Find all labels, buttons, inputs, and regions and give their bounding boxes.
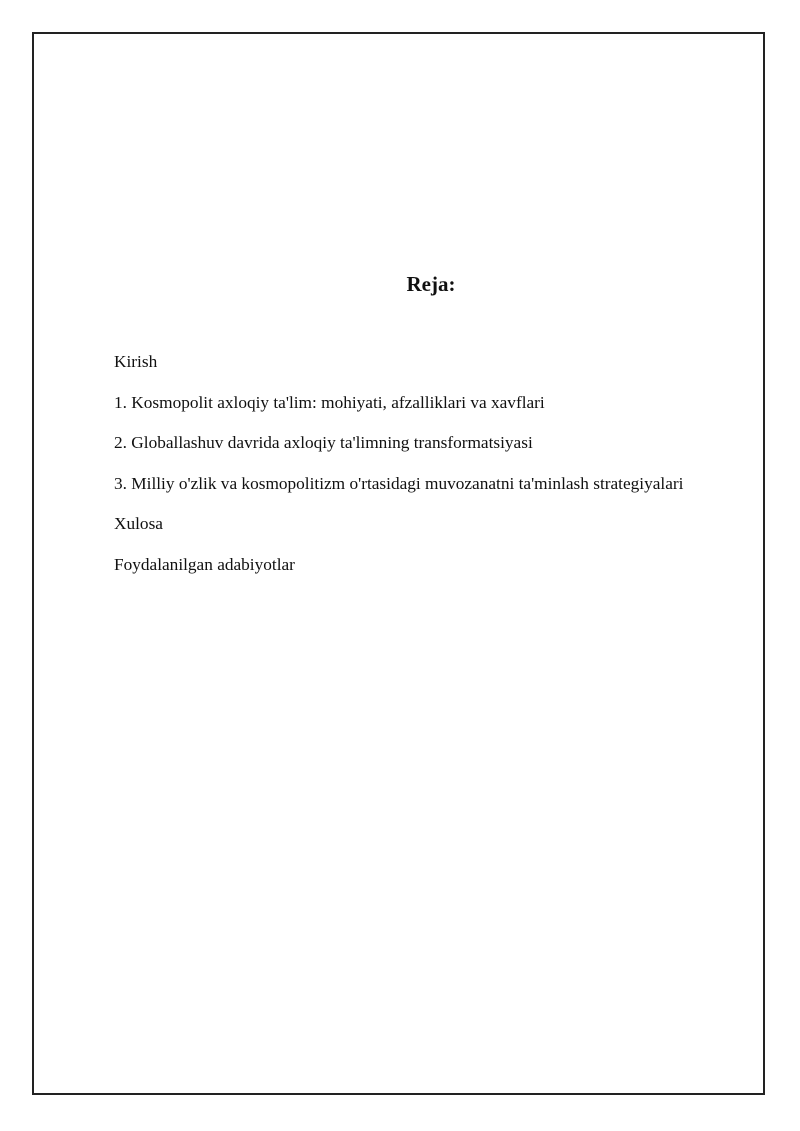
page-title: Reja: xyxy=(406,272,456,296)
toc-item-introduction: Kirish xyxy=(114,352,158,371)
table-of-contents xyxy=(114,350,683,594)
toc-item-references: Foydalanilgan adabiyotlar xyxy=(114,554,295,574)
toc-item-section-1: 1. Kosmopolit axloqiy ta'lim: mohiyati, afzalliklari va xavflari xyxy=(114,392,545,412)
toc-item-conclusion: Xulosa xyxy=(114,514,163,534)
toc-item-section-3: 3. Milliy o'zlik va kosmopolitizm o'rtasidagi muvozanatni ta'minlash strategiyalari xyxy=(114,473,684,493)
toc-item-section-2: 2. Globallashuv davrida axloqiy ta'limning transformatsiyasi xyxy=(114,433,533,453)
